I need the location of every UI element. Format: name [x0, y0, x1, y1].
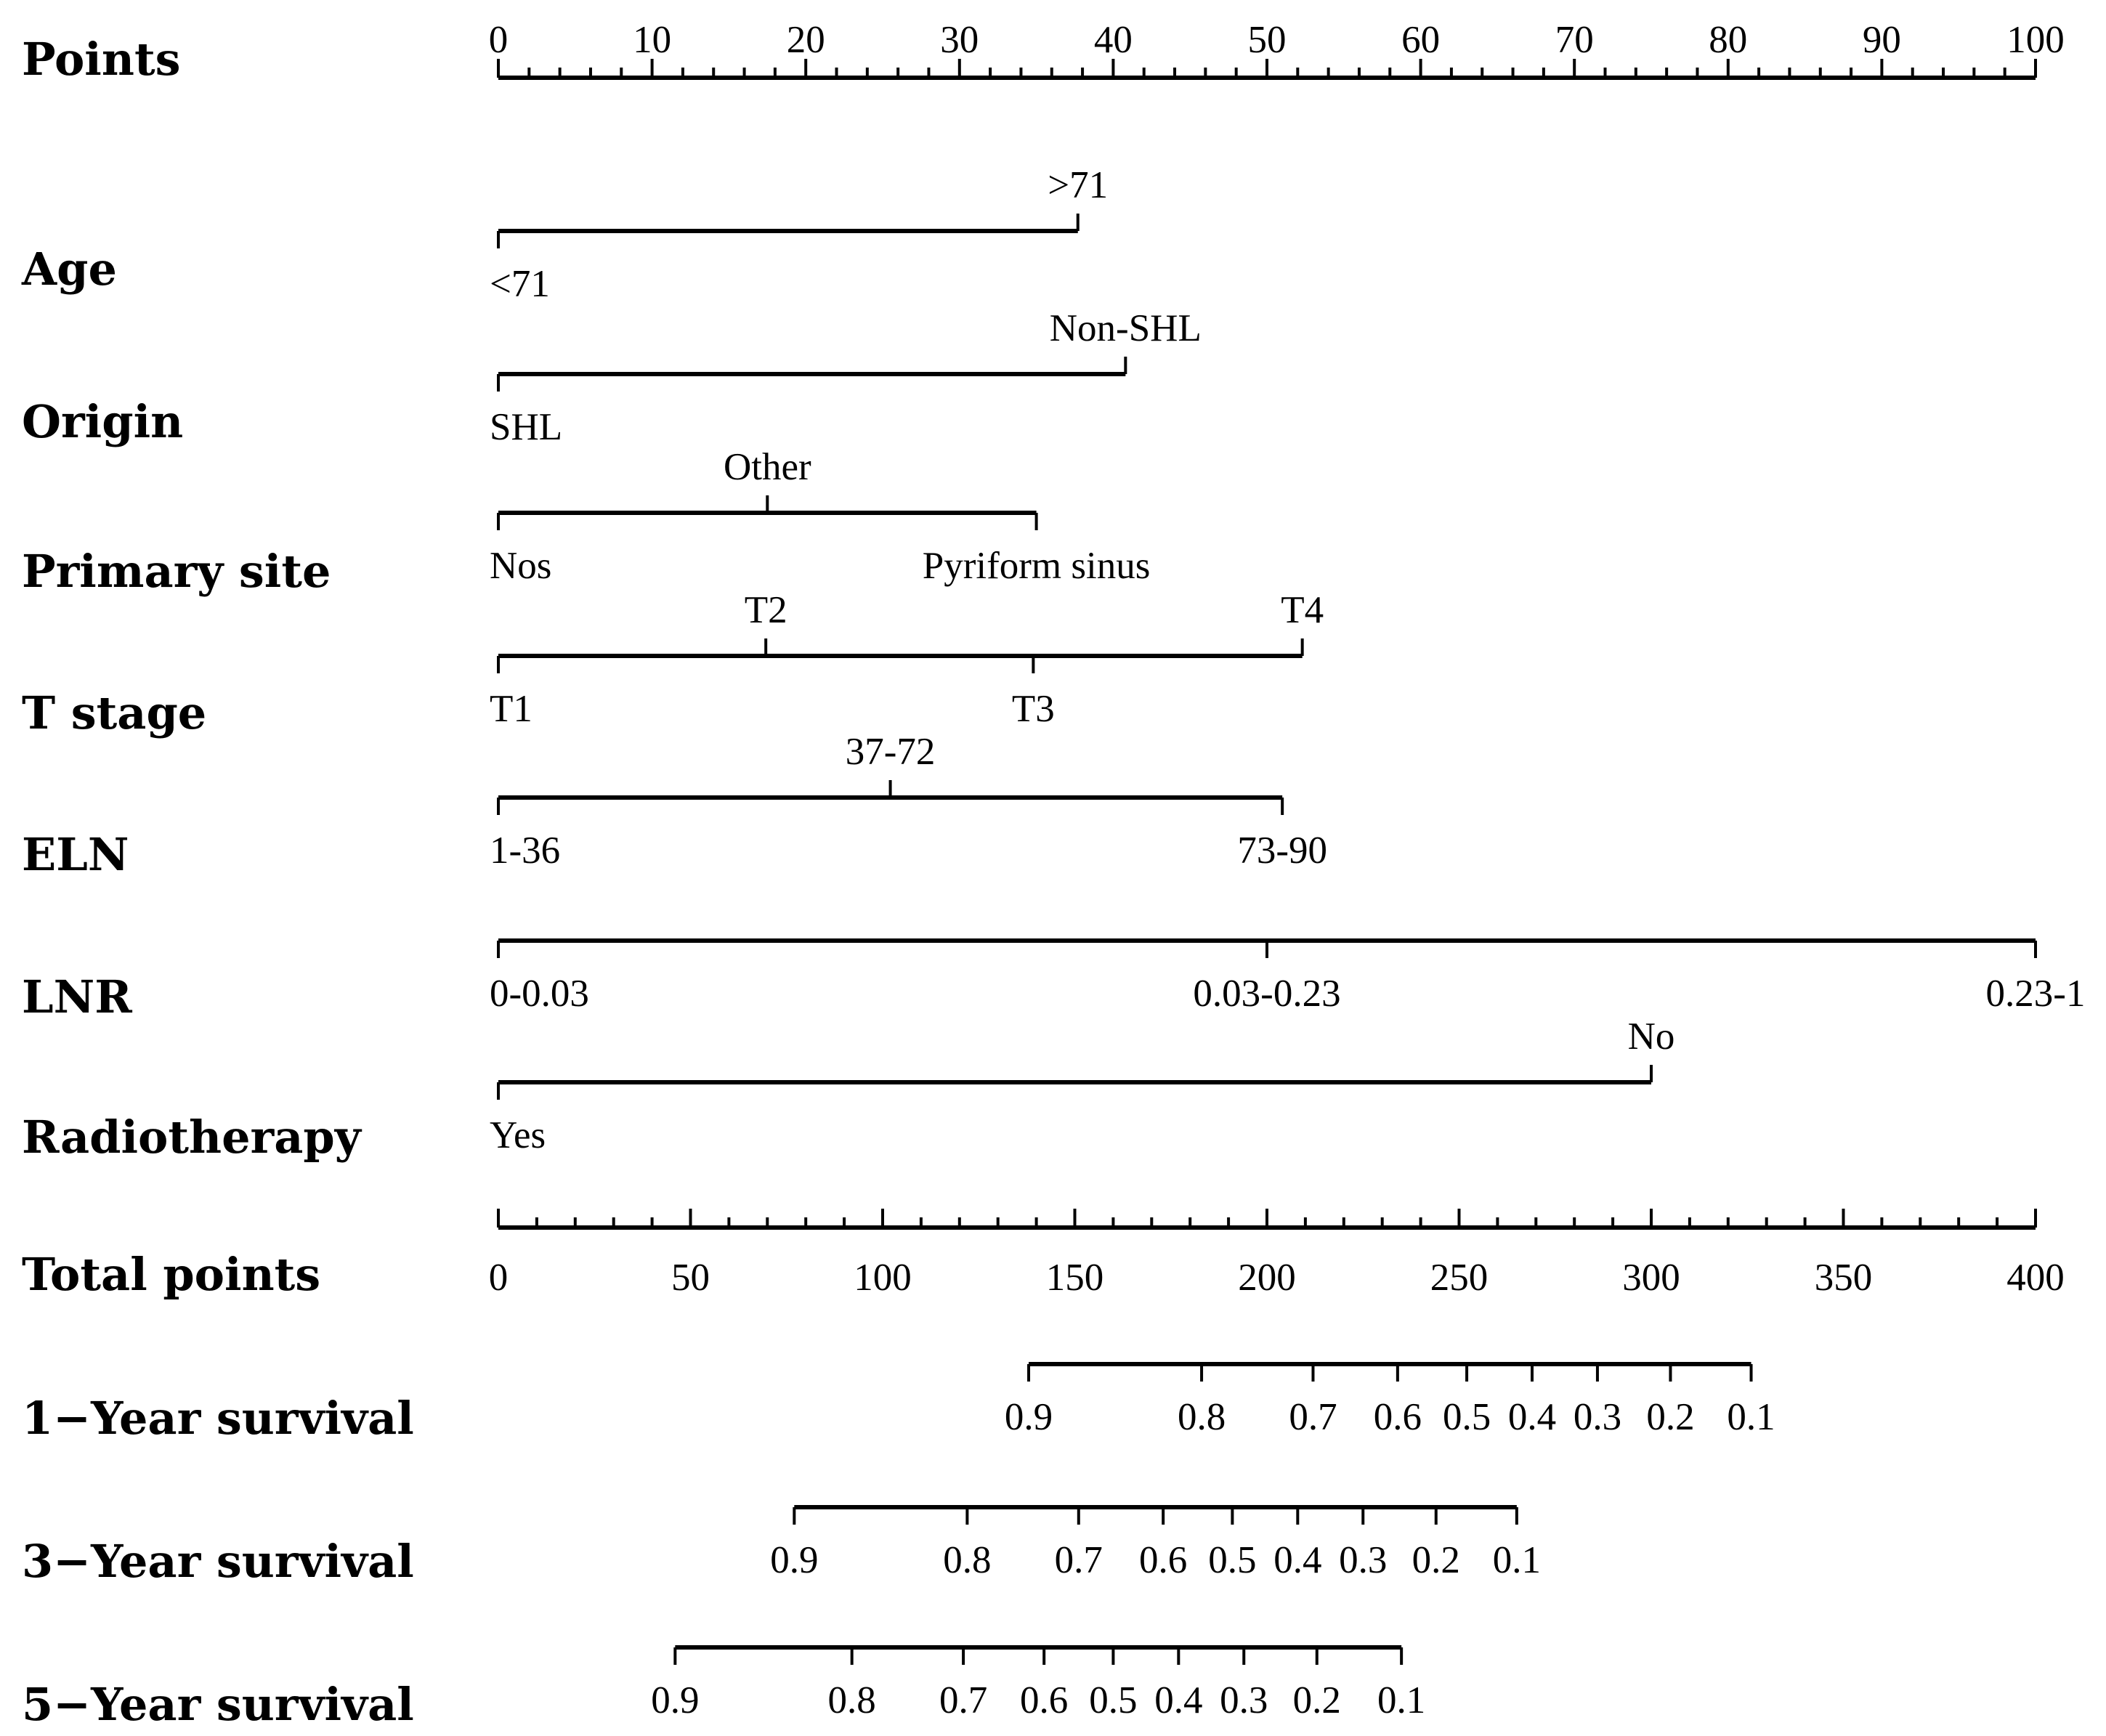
survival-axis-label: 5−Year survival: [22, 1678, 414, 1731]
survival-tick-label: 0.6: [1139, 1539, 1188, 1581]
total-points-tick-label: 0: [488, 1257, 509, 1299]
survival-tick-label: 0.6: [1373, 1396, 1422, 1438]
category-label: Other: [723, 446, 811, 488]
total-points-tick-label: 150: [1045, 1257, 1104, 1299]
category-label: 0.23-1: [1985, 973, 2086, 1015]
points-tick-label: 0: [488, 19, 509, 61]
survival-tick-label: 0.8: [827, 1679, 876, 1721]
category-label: 0.03-0.23: [1193, 973, 1341, 1015]
points-tick-label: 70: [1555, 19, 1594, 61]
survival-tick-label: 0.2: [1646, 1396, 1695, 1438]
total-points-axis-label: Total points: [22, 1248, 321, 1301]
survival-tick-label: 0.4: [1507, 1396, 1557, 1438]
total-points-tick-label: 50: [671, 1257, 710, 1299]
category-label: Yes: [490, 1114, 546, 1156]
variable-label: Primary site: [22, 545, 331, 598]
survival-tick-label: 0.2: [1412, 1539, 1460, 1581]
points-tick-label: 30: [940, 19, 979, 61]
survival-axis-label: 1−Year survival: [22, 1392, 414, 1445]
points-tick-label: 20: [786, 19, 825, 61]
variable-label: ELN: [22, 828, 129, 881]
total-points-tick-label: 100: [854, 1257, 912, 1299]
survival-tick-label: 0.4: [1273, 1539, 1322, 1581]
variable-label: Age: [22, 243, 117, 296]
points-tick-label: 90: [1862, 19, 1901, 61]
survival-tick-label: 0.8: [1177, 1396, 1226, 1438]
category-label: T1: [490, 688, 532, 730]
survival-tick-label: 0.9: [651, 1679, 700, 1721]
survival-tick-label: 0.2: [1292, 1679, 1341, 1721]
variable-label: T stage: [22, 686, 207, 739]
survival-tick-label: 0.3: [1573, 1396, 1622, 1438]
survival-tick-label: 0.1: [1727, 1396, 1775, 1438]
survival-tick-label: 0.7: [1289, 1396, 1337, 1438]
total-points-tick-label: 350: [1814, 1257, 1873, 1299]
survival-tick-label: 0.5: [1208, 1539, 1257, 1581]
survival-tick-label: 0.7: [1054, 1539, 1103, 1581]
category-label: T3: [1011, 688, 1055, 730]
points-tick-label: 10: [633, 19, 672, 61]
survival-tick-label: 0.4: [1154, 1679, 1203, 1721]
category-label: 37-72: [845, 731, 936, 773]
category-label: No: [1627, 1015, 1675, 1058]
points-axis-label: Points: [22, 33, 181, 86]
total-points-tick-label: 300: [1622, 1257, 1680, 1299]
total-points-tick-label: 200: [1238, 1257, 1296, 1299]
points-tick-label: 80: [1709, 19, 1748, 61]
category-label: 73-90: [1237, 830, 1327, 872]
survival-tick-label: 0.1: [1492, 1539, 1541, 1581]
variable-label: LNR: [22, 970, 132, 1023]
category-label: T2: [744, 589, 787, 631]
total-points-tick-label: 400: [2006, 1257, 2065, 1299]
total-points-tick-label: 250: [1430, 1257, 1489, 1299]
survival-tick-label: 0.7: [939, 1679, 988, 1721]
survival-tick-label: 0.5: [1089, 1679, 1138, 1721]
points-tick-label: 50: [1247, 19, 1287, 61]
survival-tick-label: 0.6: [1020, 1679, 1069, 1721]
category-label: Pyriform sinus: [922, 545, 1151, 587]
survival-tick-label: 0.5: [1442, 1396, 1491, 1438]
category-label: <71: [490, 263, 550, 305]
category-label: Nos: [490, 545, 552, 587]
points-tick-label: 60: [1401, 19, 1441, 61]
points-tick-label: 100: [2006, 19, 2065, 61]
category-label: 1-36: [490, 830, 561, 872]
survival-tick-label: 0.8: [943, 1539, 992, 1581]
survival-axis-label: 3−Year survival: [22, 1535, 414, 1588]
survival-tick-label: 0.9: [1004, 1396, 1053, 1438]
category-label: T4: [1281, 589, 1324, 631]
variable-label: Origin: [22, 395, 184, 448]
category-label: Non-SHL: [1049, 307, 1202, 349]
survival-tick-label: 0.9: [770, 1539, 819, 1581]
points-tick-label: 40: [1093, 19, 1133, 61]
survival-tick-label: 0.1: [1377, 1679, 1426, 1721]
category-label: 0-0.03: [490, 973, 589, 1015]
survival-tick-label: 0.3: [1339, 1539, 1388, 1581]
survival-tick-label: 0.3: [1220, 1679, 1268, 1721]
category-label: SHL: [490, 406, 563, 448]
category-label: >71: [1048, 164, 1109, 206]
variable-label: Radiotherapy: [22, 1111, 361, 1164]
